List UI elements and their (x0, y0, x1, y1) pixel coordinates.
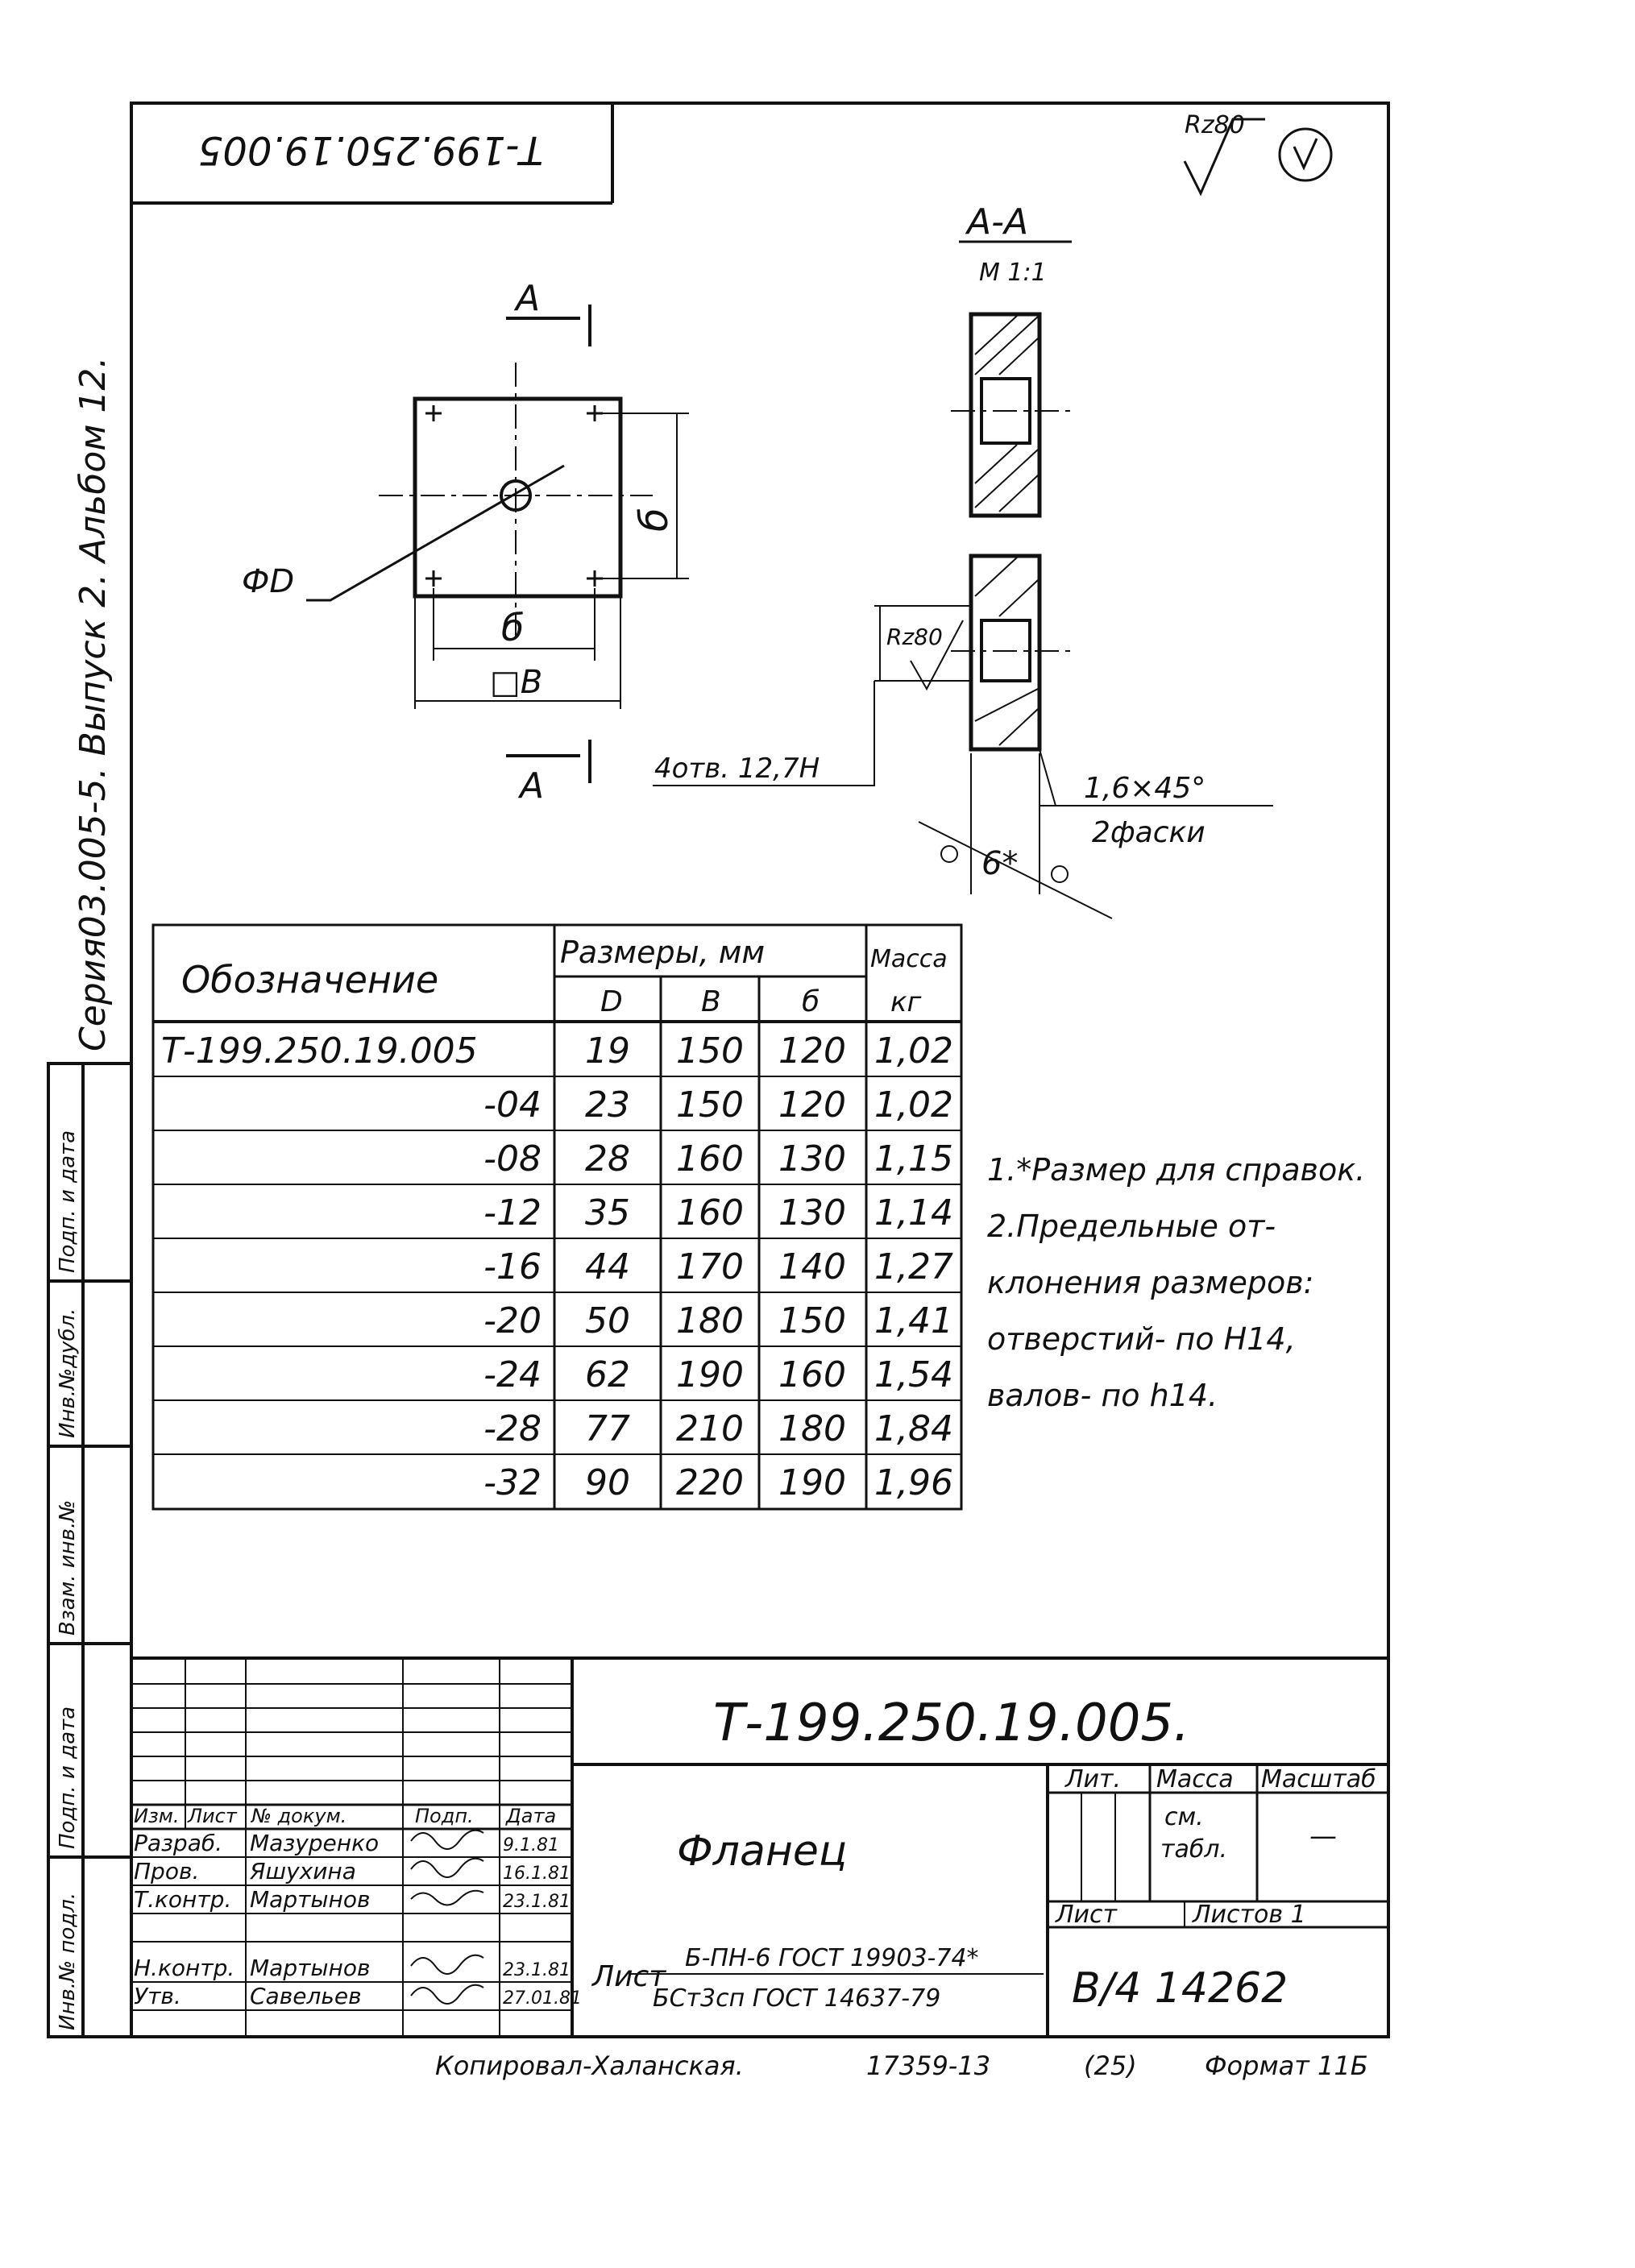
cell-D: 19 (585, 1030, 630, 1072)
person-role: Т.контр. (134, 1886, 232, 1913)
title-mass: Масса (1156, 1765, 1234, 1793)
header-designation: Обозначение (181, 958, 439, 1001)
chamfer-count: 2фаски (1092, 816, 1206, 849)
cell-designation: -16 (483, 1246, 542, 1287)
person-role: Н.контр. (134, 1955, 235, 1981)
person-date: 23.1.81 (503, 1960, 571, 1980)
cell-D: 23 (585, 1084, 630, 1126)
dim-b-vertical: б (632, 508, 677, 532)
notes (987, 1152, 1365, 1413)
person-date: 9.1.81 (503, 1835, 559, 1855)
flange-outline (415, 399, 620, 596)
front-view (306, 305, 689, 783)
cell-mass: 1,96 (874, 1462, 953, 1503)
note-line: отверстий- по Н14, (987, 1321, 1296, 1357)
header-mass: Масса (870, 945, 948, 973)
cell-mass: 1,14 (874, 1192, 953, 1234)
cell-B: 150 (676, 1030, 744, 1072)
person-role: Пров. (134, 1858, 200, 1884)
cell-D: 35 (585, 1192, 630, 1234)
cell-B: 160 (676, 1138, 744, 1180)
cell-b: 190 (778, 1462, 846, 1503)
tb-header-podp: Подп. (415, 1805, 474, 1827)
side-vzam-inv: Взам. инв.№ (56, 1499, 80, 1636)
holes-note: 4отв. 12,7Н (654, 753, 820, 785)
cell-mass: 1,54 (874, 1354, 953, 1395)
cell-B: 210 (676, 1408, 744, 1449)
title-stamp: В/4 14262 (1072, 1964, 1288, 2013)
person-name: Савельев (250, 1983, 362, 2009)
cell-designation: -12 (483, 1192, 542, 1234)
title-block-name: Фланец (677, 1827, 848, 1876)
cell-b: 160 (778, 1354, 846, 1395)
person-date: 27.01.81 (503, 1988, 582, 2009)
footer-copied: Копировал-Халанская. (435, 2050, 744, 2081)
title-mass-value-1: см. (1164, 1803, 1204, 1831)
section-title: А-А (967, 201, 1029, 243)
cell-mass: 1,15 (874, 1138, 953, 1180)
cell-D: 62 (585, 1354, 630, 1395)
cell-B: 160 (676, 1192, 744, 1234)
material-top: Б-ПН-6 ГОСТ 19903-74* (685, 1944, 979, 1972)
person-date: 16.1.81 (503, 1864, 571, 1884)
person-name: Мартынов (250, 1886, 371, 1913)
rotated-doc-code: Т-199.250.19.005 (197, 127, 544, 172)
dim-B: □В (490, 664, 543, 701)
section-a-top-label: А (516, 278, 541, 319)
title-sheets: Листов 1 (1193, 1901, 1306, 1929)
footer-sheet-no: (25) (1084, 2050, 1137, 2081)
tb-header-list: Лист (188, 1805, 237, 1827)
cell-D: 28 (585, 1138, 630, 1180)
side-podp-data-bottom: Подп. и дата (56, 1706, 80, 1849)
cell-B: 190 (676, 1354, 744, 1395)
roughness-top-label: Rz80 (1185, 111, 1245, 139)
cell-designation: Т-199.250.19.005 (161, 1030, 478, 1072)
note-line: клонения размеров: (987, 1265, 1314, 1300)
cell-designation: -28 (483, 1408, 542, 1449)
footer-number: 17359-13 (866, 2050, 991, 2081)
cell-designation: -20 (483, 1300, 542, 1341)
material-prefix: Лист (592, 1960, 666, 1993)
note-line: 2.Предельные от- (987, 1209, 1276, 1244)
person-name: Мазуренко (250, 1830, 380, 1856)
cell-B: 170 (676, 1246, 744, 1287)
cell-b: 130 (778, 1192, 846, 1234)
cell-designation: -04 (483, 1084, 542, 1126)
cell-designation: -24 (483, 1354, 542, 1395)
note-line: 1.*Размер для справок. (987, 1152, 1366, 1188)
cell-b: 120 (778, 1030, 846, 1072)
person-role: Утв. (134, 1983, 181, 2009)
tb-header-izm: Изм. (134, 1805, 180, 1827)
side-inv-dubl: Инв.№дубл. (56, 1308, 80, 1438)
chamfer-label: 1,6×45° (1084, 772, 1206, 805)
cell-designation: -08 (483, 1138, 542, 1180)
person-date: 23.1.81 (503, 1892, 571, 1912)
title-mass-value-2: табл. (1160, 1835, 1228, 1864)
cell-b: 150 (778, 1300, 846, 1341)
cell-B: 180 (676, 1300, 744, 1341)
section-scale: М 1:1 (979, 259, 1047, 287)
header-B: В (701, 985, 721, 1018)
rz-side-label: Rz80 (886, 624, 943, 650)
header-mass-unit: кг (890, 986, 922, 1018)
cell-mass: 1,02 (874, 1084, 953, 1126)
cell-designation: -32 (483, 1462, 542, 1503)
cell-D: 50 (585, 1300, 630, 1341)
section-a-bottom-label: А (520, 765, 545, 806)
header-b: б (802, 985, 820, 1018)
cell-mass: 1,84 (874, 1408, 953, 1449)
person-name: Мартынов (250, 1955, 371, 1981)
cell-D: 77 (585, 1408, 630, 1449)
title-sheet: Лист (1056, 1901, 1118, 1929)
footer-format: Формат 11Б (1205, 2050, 1368, 2081)
cell-mass: 1,41 (874, 1300, 953, 1341)
cell-B: 150 (676, 1084, 744, 1126)
person-name: Яшухина (250, 1858, 356, 1884)
title-scale: Масштаб (1261, 1765, 1376, 1793)
tb-header-data: Дата (506, 1805, 557, 1827)
dim-b-horizontal: б (501, 606, 525, 649)
person-role: Разраб. (134, 1830, 223, 1856)
cell-mass: 1,27 (874, 1246, 953, 1287)
side-inv-podl: Инв.№ подл. (56, 1892, 80, 2030)
title-scale-value: — (1309, 1820, 1337, 1852)
note-line: валов- по h14. (987, 1378, 1218, 1413)
thickness-label: 6* (981, 845, 1019, 882)
cell-b: 180 (778, 1408, 846, 1449)
material-bottom: БСт3сп ГОСТ 14637-79 (653, 1984, 941, 2013)
cell-b: 140 (778, 1246, 846, 1287)
cell-D: 44 (585, 1246, 630, 1287)
side-series-text: Серия03.005-5. Выпуск 2. Альбом 12. (73, 356, 114, 1051)
cell-B: 220 (676, 1462, 744, 1503)
cell-D: 90 (585, 1462, 630, 1503)
title-lit: Лит. (1065, 1765, 1122, 1793)
header-sizes: Размеры, мм (560, 935, 766, 970)
tb-header-ndoc: № докум. (251, 1805, 347, 1827)
cell-mass: 1,02 (874, 1030, 953, 1072)
cell-b: 130 (778, 1138, 846, 1180)
diameter-label: ФD (242, 563, 295, 600)
cell-b: 120 (778, 1084, 846, 1126)
signatures (411, 1831, 483, 2004)
title-block-code: Т-199.250.19.005. (713, 1694, 1190, 1753)
header-D: D (600, 985, 623, 1018)
side-podp-data-top: Подп. и дата (56, 1130, 80, 1273)
